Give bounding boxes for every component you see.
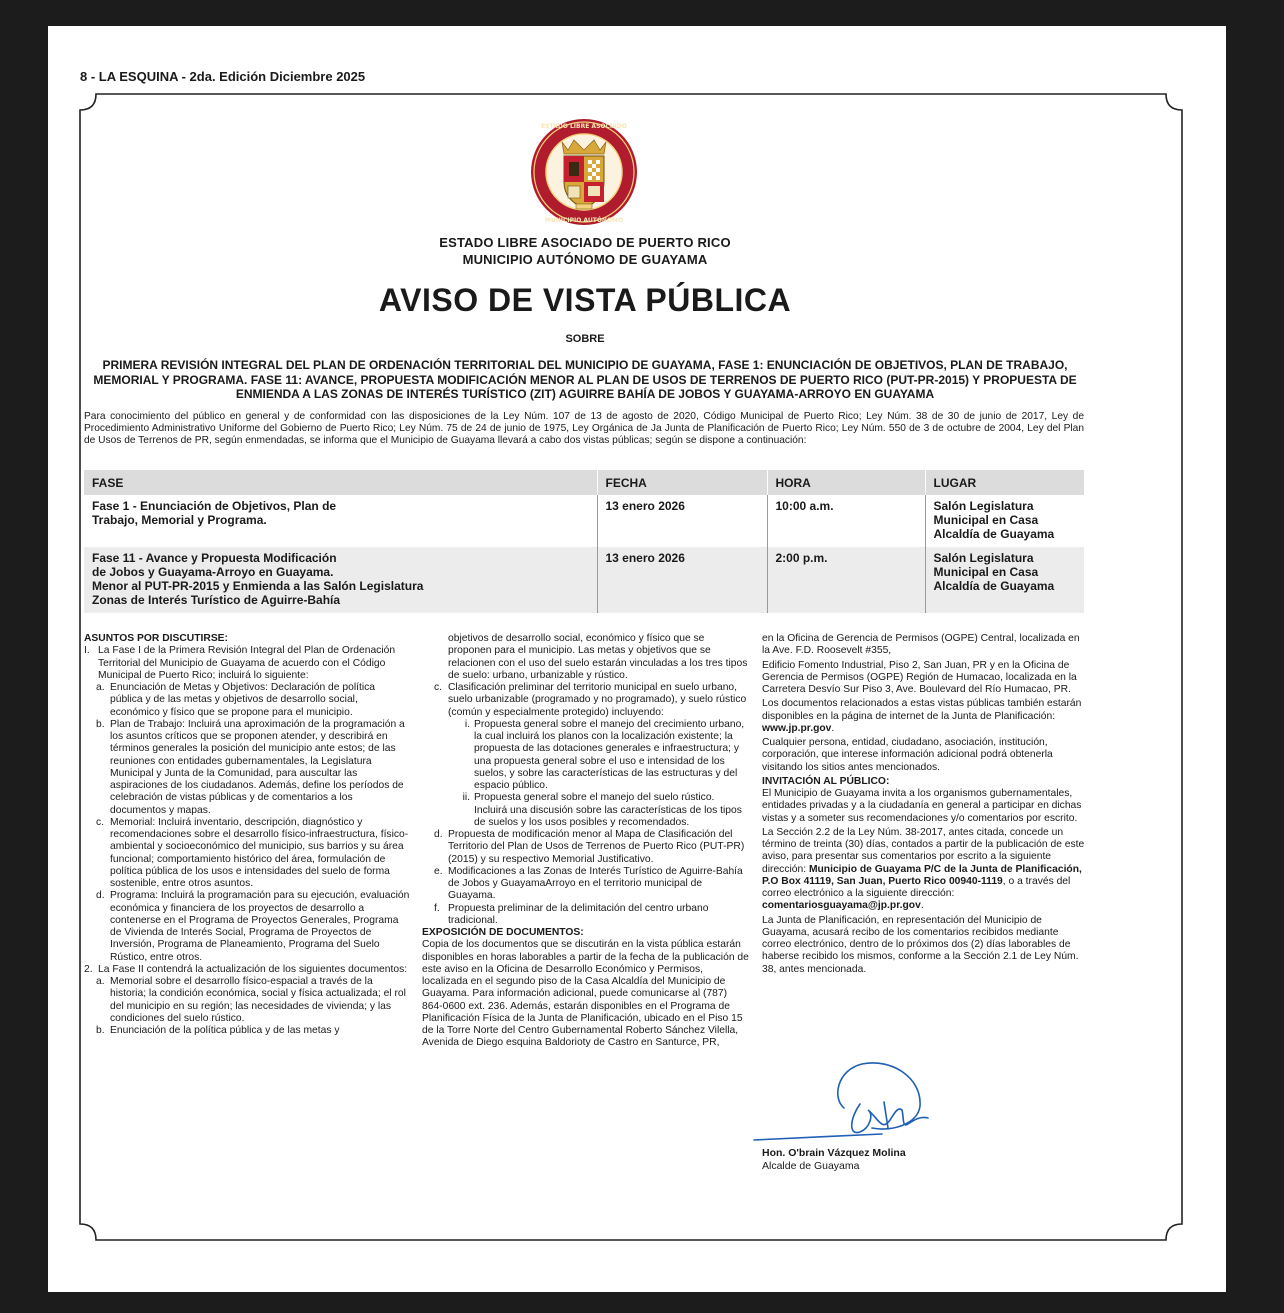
- exposicion-paragraph: [762, 698, 1086, 735]
- intro-paragraph: Para conocimiento del público en general y de conformidad con las disposiciones de la Ley Núm. 107 de 13 de agosto de 2020, Código Municipal de Puerto Rico; Ley Núm. 38 de 30 de junio de 2017, Ley de Procedimiento Administrativo Uniforme del Gobierno de Puerto Rico; Ley Núm. 75 de 24 de junio de 1975, Ley Orgánica de Ja Junta de Planificación de Puerto Rico; Ley Núm. 550 de 3 de octubre de 2004, Ley del Plan de Usos de Terrenos de PR, según enmendadas, se informa que el Municipio de Guayama llevará a cabo dos vistas públicas; según se dispone a continuación:: [84, 411, 1084, 447]
- list-text: La Fase II contendrá la actualización de los siguientes documentos:: [98, 963, 408, 975]
- list-text: Plan de Trabajo: Incluirá una aproximación de la programación a los asuntos críticos que se proponen atender, y describirá en términos generales la posición del municipio ante estos; de las reuniones con entidades gubernamentales, la Legislatura Municipal y Junta de la Comunidad, para auscultar las aspiraciones de los ciudadanos. Además, define los períodos de celebración de vistas públicas y de comentarios a los documentos y mapas.: [110, 718, 405, 816]
- list-item: [84, 817, 410, 891]
- list-marker: e.: [434, 865, 443, 877]
- list-marker: d.: [434, 829, 443, 840]
- fase-line: Trabajo, Memorial y Programa.: [92, 513, 267, 527]
- lugar-line: Alcaldía de Guayama: [933, 579, 1055, 593]
- list-marker: i.: [464, 718, 470, 730]
- cell-hora: 2:00 p.m.: [767, 547, 925, 613]
- notice-subject: PRIMERA REVISIÓN INTEGRAL DEL PLAN DE ORDENACIÓN TERRITORIAL DEL MUNICIPIO DE GUAYAMA, FASE 1: ENUNCIACIÓN DE OBJETIVOS, PLAN DE TRABAJO, MEMORIAL Y PROGRAMA. FASE 11: AVANCE, PROPUESTA MODIFICACIÓN MENOR AL PLAN DE USOS DE TERRENOS DE PUERTO RICO (PUT-PR-2015) Y PROPUESTA DE ENMIENDA A LAS ZONAS DE INTERÉS TURÍSTICO (ZIT) AGUIRRE BAHÍA DE JOBOS Y GUAYAMA-ARROYO EN GUAYAMA: [93, 358, 1077, 401]
- fase-line: Fase 11 - Avance y Propuesta Modificación: [92, 551, 337, 565]
- list-item: [422, 866, 750, 903]
- signer-name: Hon. O'brain Vázquez Molina: [762, 1147, 906, 1159]
- table-row: [84, 547, 1084, 613]
- invitacion-text: , o a través del correo electrónico a la siguiente dirección:: [762, 875, 1071, 899]
- list-marker: c.: [434, 682, 443, 693]
- list-text: La Fase I de la Primera Revisión Integral del Plan de Ordenación Territorial del Municipio de Guayama de acuerdo con el Código Municipal de Puerto Rico; incluirá lo siguiente:: [98, 645, 396, 681]
- list-text: Memorial sobre el desarrollo físico-espacial a través de la historia; la condición económica, social y física actualizada; el rol del municipio en su región; las necesidades de vivienda; y las condiciones del suelo rústico.: [110, 976, 406, 1024]
- list-text: Enunciación de la política pública y de las metas y: [110, 1025, 340, 1036]
- list-item: [84, 890, 410, 964]
- list-item: [84, 1025, 410, 1037]
- list-marker: a.: [96, 976, 105, 987]
- list-text: Programa: Incluirá la programación para su ejecución, evaluación económica y financiera de los proyectos de desarrollo a contenerse en el Programa de Proyectos Generales, Programa de Vivienda de Interés Social, Programa de Proyectos de Inversión, Programa de Planeamiento, Programa del Suelo Rústico, entre otros.: [110, 890, 410, 963]
- list-text: Memorial: Incluirá inventario, descripción, diagnóstico y recomendaciones sobre el desarrollo físico-infraestructura, físico-ambiental y socioeconómico del municipio, sus barrios y su área funcional; comportamiento histórico del área, formulación de política pública de los usos e intensidades del suelo de forma sostenible, entre otros asuntos.: [110, 816, 409, 889]
- column-1: [84, 633, 410, 1037]
- list-marker: a.: [96, 682, 105, 693]
- list-item: [422, 792, 750, 829]
- lugar-line: Salón Legislatura: [933, 551, 1034, 565]
- period: .: [920, 900, 924, 912]
- exposicion-title: EXPOSICIÓN DE DOCUMENTOS:: [422, 927, 584, 938]
- list-marker: c.: [96, 816, 105, 828]
- table-row: [84, 495, 1084, 547]
- list-marker: b.: [96, 718, 105, 730]
- cell-fecha: 13 enero 2026: [597, 547, 767, 613]
- signer-block: [762, 1147, 906, 1172]
- list-text: Propuesta general sobre el manejo del suelo rústico. Incluirá una discusión sobre las características de los tipos de suelos y los usos posibles y recomendados.: [474, 792, 742, 828]
- list-item: [84, 682, 410, 719]
- municipal-seal-icon: [528, 116, 640, 228]
- website-link[interactable]: www.jp.pr.gov: [762, 722, 832, 734]
- cell-lugar: [925, 547, 1084, 613]
- lugar-line: Alcaldía de Guayama: [933, 527, 1055, 541]
- lugar-line: Municipal en Casa: [933, 513, 1039, 527]
- asuntos-title: ASUNTOS POR DISCUTIRSE:: [84, 633, 228, 644]
- column-2: [422, 633, 750, 1052]
- list-item: [422, 682, 750, 719]
- exposicion-paragraph: Edificio Fomento Industrial, Piso 2, San Juan, PR y en la Oficina de Gerencia de Permisos (OGPE) Región de Humacao, localizada en la Carretera Desvío Sur Piso 3, Ave. Boulevard del Río Humacao, PR.: [762, 659, 1077, 695]
- exposicion-paragraph: Cualquier persona, entidad, ciudadano, asociación, institución, corporación, que interese información adicional podrá obtenerla visitando los sitios antes mencionados.: [762, 737, 1053, 773]
- issuer-header: [82, 234, 1088, 268]
- fase-line: Fase 1 - Enunciación de Objetivos, Plan de: [92, 499, 337, 513]
- list-marker: b.: [96, 1025, 105, 1036]
- header-fase: FASE: [84, 470, 597, 495]
- invitacion-paragraph: [762, 827, 1086, 913]
- issuer-line-1: ESTADO LIBRE ASOCIADO DE PUERTO RICO: [439, 235, 731, 250]
- header-fecha: FECHA: [597, 470, 767, 495]
- list-continuation: objetivos de desarrollo social, económico y físico que se proponen para el municipio. Las metas y objetivos que se relacionen con el uso del suelo estarán vinculadas a los tres tipos de suelo: urbano, urbanizable y rústico.: [448, 633, 748, 681]
- cell-lugar: [925, 495, 1084, 547]
- list-item: [84, 964, 410, 976]
- running-head: 8 - LA ESQUINA - 2da. Edición Diciembre 2025: [80, 69, 366, 84]
- issuer-line-2: MUNICIPIO AUTÓNOMO DE GUAYAMA: [462, 252, 708, 267]
- header-lugar: LUGAR: [925, 470, 1084, 495]
- lugar-line: Municipal en Casa: [933, 565, 1039, 579]
- fase-line: Zonas de Interés Turístico de Aguirre-Bahía: [92, 593, 341, 607]
- invitacion-paragraph: La Junta de Planificación, en representación del Municipio de Guayama, acusará recibo de los comentarios recibidos mediante correo electrónico, dentro de lo próximos dos (2) días laborables de haberse recibido los mismos, conforme a la Sección 2.1 de Ley Núm. 38, antes mencionada.: [762, 914, 1079, 975]
- handwritten-signature-icon: [752, 1058, 942, 1148]
- invitacion-title: INVITACIÓN AL PÚBLICO:: [762, 775, 890, 787]
- exposicion-paragraph: Copia de los documentos que se discutirán en la vista pública estarán disponibles en horas laborables a partir de la fecha de la publicación de este aviso en la Oficina de Desarrollo Económico y Permisos, localizada en el segundo piso de la Casa Alcaldía del Municipio de Guayama. Para información adicional, puede comunicarse al (787) 864-0600 ext. 236. Además, estarán disponibles en el Programa de Planificación Física de la Junta de Planificación, ubicado en el Piso 15 de la Torre Norte del Centro Gubernamental Roberto Sánchez Vilella, Avenida de Diego esquina Baldorioty de Castro en Santurce, PR,: [422, 939, 749, 1049]
- list-marker: 2.: [84, 963, 93, 975]
- invitacion-text: La Sección 2.2 de la Ley Núm. 38-2017, antes citada, concede un término de treinta (30) días, contados a partir de la publicación de este aviso, para presentar sus comentarios por escrito a la siguiente dirección:: [762, 826, 1085, 875]
- list-text: Propuesta preliminar de la delimitación del centro urbano tradicional.: [448, 902, 709, 926]
- mailing-address: Municipio de Guayama P/C de la Junta de Planificación, P.O Box 41119, San Juan, Puerto Rico 00940-1119: [762, 863, 1082, 887]
- list-text: Enunciación de Metas y Objetivos: Declaración de política pública y de las metas y objetivos de desarrollo social, económico y físico que se propone para el municipio.: [110, 682, 375, 718]
- notice-title: AVISO DE VISTA PÚBLICA: [378, 282, 792, 318]
- period: .: [831, 722, 835, 734]
- list-item: [84, 719, 410, 817]
- header-hora: HORA: [767, 470, 925, 495]
- list-text: Propuesta de modificación menor al Mapa de Clasificación del Territorio del Plan de Usos de Terrenos de Puerto Rico (PUT-PR) (2015) y su respectivo Memorial Justificativo.: [448, 829, 745, 865]
- sobre-label: SOBRE: [565, 333, 605, 345]
- cell-hora: 10:00 a.m.: [767, 495, 925, 547]
- column-3: [762, 633, 1086, 978]
- list-marker: d.: [96, 890, 105, 902]
- web-text: Los documentos relacionados a estas vistas públicas también estarán disponibles en la página de internet de la Junta de Planificación:: [762, 698, 1082, 722]
- fase-line: Menor al PUT-PR-2015 y Enmienda a las Salón Legislatura: [92, 579, 424, 593]
- list-item: [422, 829, 750, 866]
- cell-fase: [84, 495, 597, 547]
- list-marker: I.: [84, 645, 90, 657]
- list-marker: ii.: [462, 792, 470, 804]
- exposicion-continuation: en la Oficina de Gerencia de Permisos (OGPE) Central, localizada en la Ave. F.D. Roosevelt #355,: [762, 633, 1080, 657]
- list-item: [84, 645, 410, 682]
- cell-fase: [84, 547, 597, 613]
- list-text: Modificaciones a las Zonas de Interés Turístico de Aguirre-Bahía de Jobos y GuayamaArroyo en el territorio municipal de Guayama.: [448, 865, 743, 902]
- table-header-row: [84, 470, 1084, 495]
- email-link[interactable]: comentariosguayama@jp.pr.gov: [762, 900, 921, 912]
- list-item: [422, 903, 750, 928]
- list-item: [422, 719, 750, 793]
- hearing-schedule-table: [84, 470, 1084, 613]
- svg-text:MUNICIPIO AUTÓNOMO: MUNICIPIO AUTÓNOMO: [544, 217, 624, 224]
- cell-fecha: 13 enero 2026: [597, 495, 767, 547]
- lugar-line: Salón Legislatura: [933, 499, 1034, 513]
- invitacion-paragraph: El Municipio de Guayama invita a los organismos gubernamentales, entidades privadas y a la ciudadanía en general a participar en dichas vistas y a someter sus recomendaciones y/o comentarios por escrito.: [762, 788, 1082, 824]
- svg-text:ESTADO LIBRE ASOCIADO: ESTADO LIBRE ASOCIADO: [541, 123, 627, 130]
- list-marker: f.: [434, 902, 440, 914]
- list-text: Clasificación preliminar del territorio municipal en suelo urbano, suelo urbanizable (programado y no programado), y suelo rústico (común y especialmente protegido) incluyendo:: [448, 682, 747, 718]
- list-text: Propuesta general sobre el manejo del crecimiento urbano, la cual incluirá los planos con la localización existente; la propuesta de las dotaciones generales e infraestructura; y una propuesta general sobre el uso e intensidad de los suelos, y sobre las características de las estructuras y del espacio público.: [474, 718, 745, 791]
- fase-line: de Jobos y Guayama-Arroyo en Guayama.: [92, 565, 334, 579]
- list-item: [84, 976, 410, 1025]
- signer-role: Alcalde de Guayama: [762, 1159, 860, 1172]
